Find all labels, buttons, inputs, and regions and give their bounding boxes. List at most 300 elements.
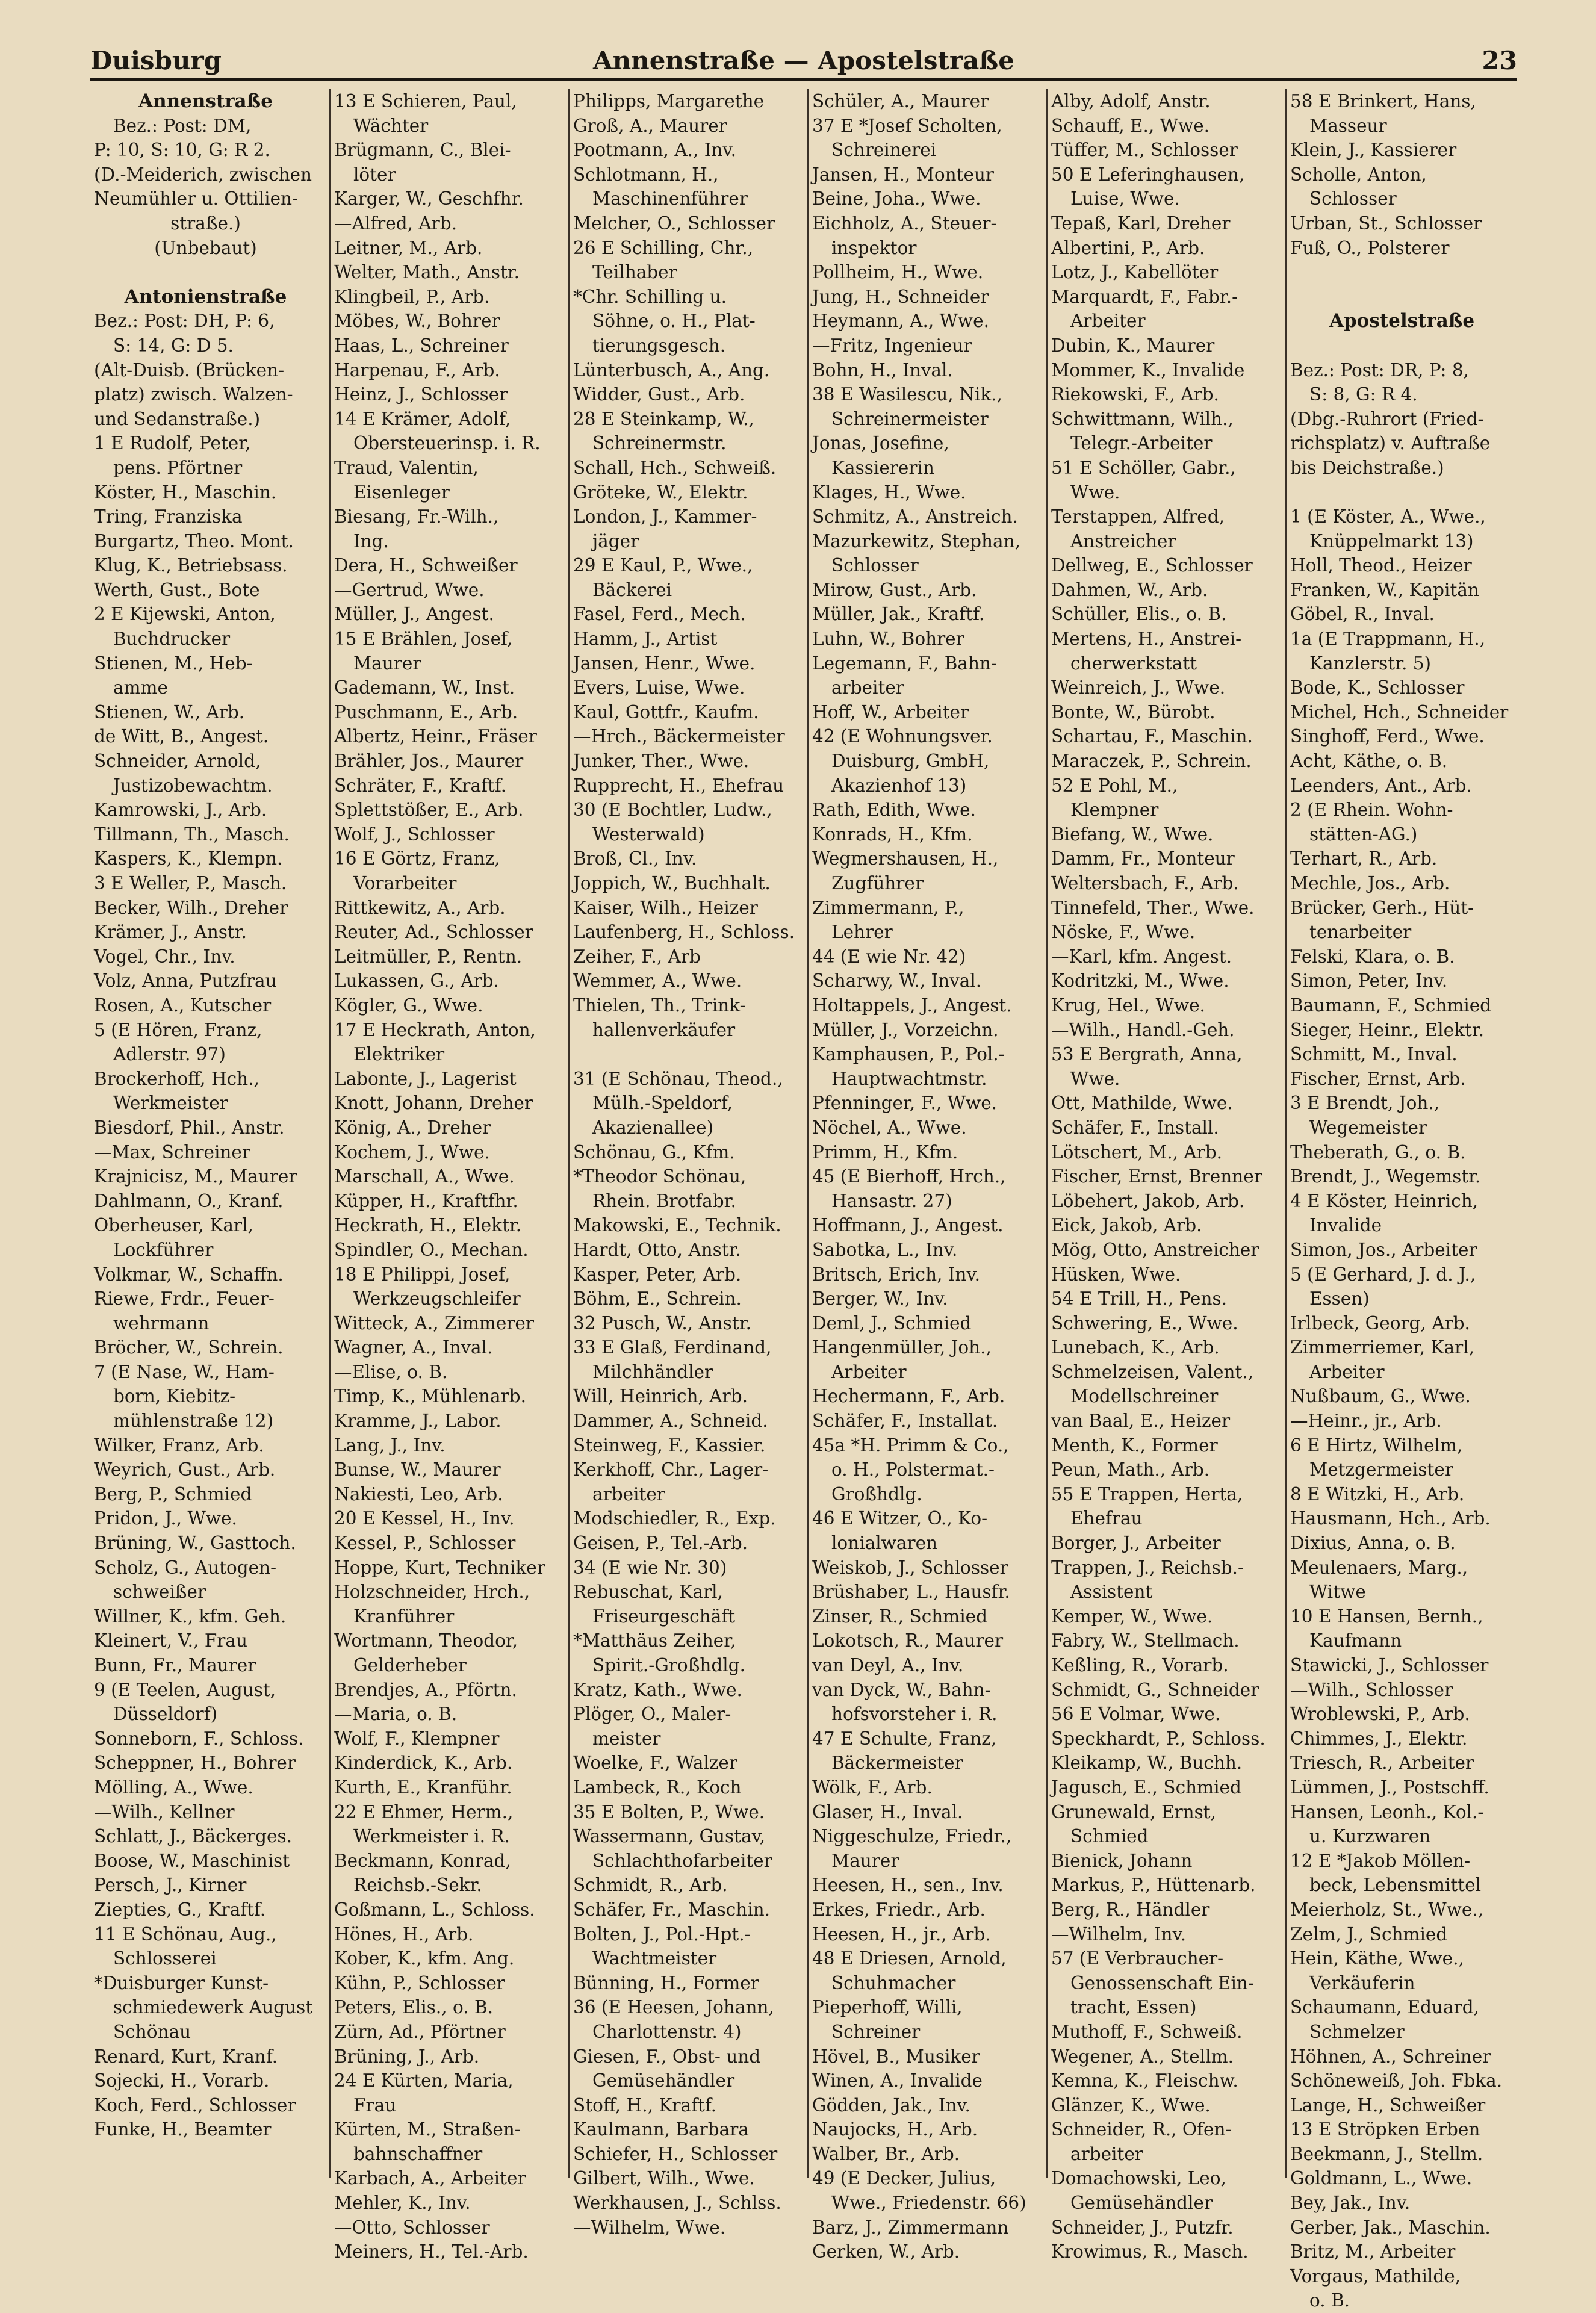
directory-entry-line: 56 E Volmar, Wwe. [1051,1704,1221,1725]
directory-entry-line: Schmelzeisen, Valent., [1051,1361,1254,1382]
directory-entry-line: Geisen, P., Tel.-Arb. [573,1533,748,1554]
directory-entry-line: —Heinr., jr., Arb. [1290,1411,1442,1432]
directory-entry-line: Haas, L., Schreiner [334,335,509,356]
directory-entry-line: Laufenberg, H., Schloss. [573,922,795,943]
directory-entry-line: Biesdorf, Phil., Anstr. [94,1117,285,1138]
directory-entry-line: Wroblewski, P., Arb. [1290,1704,1470,1725]
directory-entry-line: 47 E Schulte, Franz, [812,1728,997,1749]
directory-entry-line: Höhnen, A., Schreiner [1290,2046,1491,2067]
directory-entry-line: 9 (E Teelen, August, [94,1679,276,1700]
directory-entry-line: Reuter, Ad., Schlosser [334,922,533,943]
columns-container [90,89,1517,2311]
directory-entry-line: Modschiedler, R., Exp. [573,1508,776,1529]
directory-entry-line: Schlachthofarbeiter [592,1850,772,1871]
directory-entry-line: 2 E Kijewski, Anton, [94,604,276,625]
directory-entry-line: Bunn, Fr., Maurer [94,1655,256,1675]
directory-entry-line: Beekmann, J., Stellm. [1290,2143,1483,2164]
directory-entry-line: Nakiesti, Leo, Arb. [334,1483,503,1504]
directory-entry-line: Peun, Math., Arb. [1051,1459,1210,1480]
directory-entry-line: Heesen, H., sen., Inv. [812,1875,1004,1896]
directory-entry-line: Chimmes, J., Elektr. [1290,1728,1468,1749]
directory-entry-line: Lang, J., Inv. [334,1435,446,1456]
column-2 [329,89,561,2262]
directory-entry-line: Kürten, M., Straßen- [334,2119,521,2140]
directory-entry-line: Wächter [353,115,429,136]
directory-entry-line: Krajnicisz, M., Maurer [94,1166,297,1187]
directory-entry-line: 1 E Rudolf, Peter, [94,433,251,454]
directory-entry-line: 12 E *Jakob Möllen- [1290,1850,1471,1871]
directory-entry-line: Schlosser [1309,188,1397,210]
directory-entry-line: Simon, Peter, Inv. [1290,970,1448,992]
directory-entry-line: —Gertrud, Wwe. [334,579,485,600]
directory-entry-line: Labonte, J., Lagerist [334,1068,517,1089]
directory-entry-line: Meierholz, St., Wwe., [1290,1899,1484,1920]
directory-entry-line: Schäfer, Fr., Maschin. [573,1899,771,1920]
directory-entry-line: Lotz, J., Kabellöter [1051,262,1219,283]
directory-entry-line: Schuhmacher [831,1972,956,1993]
directory-entry-line: schweißer [113,1582,206,1603]
directory-entry-line: 7 (E Nase, W., Ham- [94,1361,275,1382]
directory-entry-line: Hoff, W., Arbeiter [812,701,969,722]
directory-entry-line: Mög, Otto, Anstreicher [1051,1239,1259,1260]
directory-entry-line: Zinser, R., Schmied [812,1606,987,1627]
directory-entry-line: Fasel, Ferd., Mech. [573,604,746,625]
directory-entry-line: Kober, K., kfm. Ang. [334,1948,515,1969]
directory-entry-line: Dahlmann, O., Kranf. [94,1190,284,1211]
directory-entry-line: 37 E *Josef Scholten, [812,115,1002,136]
directory-entry-line: Müller, J., Angest. [334,604,494,625]
directory-entry-line: Hamm, J., Artist [573,629,718,650]
directory-entry-line: Britsch, Erich, Inv. [812,1264,981,1285]
directory-entry-line: Bunse, W., Maurer [334,1459,501,1480]
directory-entry-line: Hauptwachtmstr. [831,1068,987,1089]
directory-entry-line: 5 (E Gerhard, J. d. J., [1290,1264,1476,1285]
directory-entry-line: Hansen, Leonh., Kol.- [1290,1801,1484,1822]
directory-entry-line: —Alfred, Arb. [334,213,458,234]
directory-entry-line: Alby, Adolf, Anstr. [1051,91,1211,111]
directory-entry-line: Scheppner, H., Bohrer [94,1753,296,1774]
directory-entry-line: tracht, Essen) [1070,1997,1197,2018]
directory-entry-line: van Baal, E., Heizer [1051,1411,1231,1432]
directory-entry-line: Britz, M., Arbeiter [1290,2241,1456,2262]
directory-entry-line: 8 E Witzki, H., Arb. [1290,1483,1465,1504]
directory-entry-line: Will, Heinrich, Arb. [573,1386,748,1407]
directory-entry-line: (Unbebaut) [154,237,257,258]
spacer [94,260,317,285]
directory-entry-line: Milchhändler [592,1361,713,1382]
directory-entry-line: Friseurgeschäft [592,1606,736,1627]
directory-entry-line: 31 (E Schönau, Theod., [573,1068,783,1089]
directory-entry-line: *Duisburger Kunst- [94,1972,269,1993]
directory-entry-line: Kaulmann, Barbara [573,2119,749,2140]
directory-entry-line: Jansen, H., Monteur [812,164,995,185]
directory-entry-line: Berger, W., Inv. [812,1288,948,1309]
directory-entry-line: Mülh.-Speldorf, [592,1093,733,1114]
directory-entry-line: Söhne, o. H., Plat- [592,311,756,332]
directory-entry-line: Terstappen, Alfred, [1051,506,1225,527]
directory-entry-line: Meiners, H., Tel.-Arb. [334,2241,529,2262]
directory-entry-line: Gödden, Jak., Inv. [812,2094,970,2116]
directory-entry-line: Tillmann, Th., Masch. [94,824,290,845]
directory-entry-line: Hein, Käthe, Wwe., [1290,1948,1464,1969]
directory-entry-line: Weyrich, Gust., Arb. [94,1459,276,1480]
directory-entry-line: Lunebach, K., Arb. [1051,1337,1220,1358]
directory-entry-line: Ziepties, G., Kraftf. [94,1899,266,1920]
directory-entry-line: Brüning, W., Gasttoch. [94,1533,296,1554]
directory-entry-line: Zugführer [831,873,924,893]
directory-entry-line: Lukassen, G., Arb. [334,970,499,992]
street-heading: Annenstraße [138,90,273,112]
directory-entry-line: Dahmen, W., Arb. [1051,579,1208,600]
street-heading: Antonienstraße [124,285,287,308]
directory-entry-line: Hansastr. 27) [831,1190,952,1211]
directory-entry-line: Klein, J., Kassierer [1290,140,1457,161]
directory-entry-line: Felski, Klara, o. B. [1290,946,1455,967]
directory-entry-line: Kinderdick, K., Arb. [334,1753,513,1774]
directory-entry-line: Akazienallee) [592,1117,714,1138]
directory-entry-line: Schmidt, G., Schneider [1051,1679,1259,1700]
spacer [1290,480,1514,505]
directory-entry-line: Invalide [1309,1215,1382,1236]
directory-entry-line: Müller, Jak., Kraftf. [812,604,985,625]
directory-entry-line: Schreinerei [831,140,937,161]
directory-entry-line: Berg, P., Schmied [94,1483,252,1504]
directory-entry-line: 35 E Bolten, P., Wwe. [573,1801,765,1822]
directory-entry-line: Dixius, Anna, o. B. [1290,1533,1456,1554]
directory-entry-line: Schreinermeister [831,408,989,429]
directory-entry-line: Hangenmüller, Joh., [812,1337,992,1358]
directory-entry-line: Kamphausen, P., Pol.- [812,1044,1005,1065]
directory-entry-line: Wassermann, Gustav, [573,1826,766,1847]
directory-entry-line: Scharwy, W., Inval. [812,970,982,992]
directory-entry-line: Mertens, H., Anstrei- [1051,629,1242,650]
directory-entry-line: Hüsken, Wwe. [1051,1264,1181,1285]
directory-entry-line: cherwerkstatt [1070,653,1197,674]
directory-entry-line: Tüffer, M., Schlosser [1051,140,1238,161]
directory-entry-line: inspektor [831,237,917,258]
directory-entry-line: 20 E Kessel, H., Inv. [334,1508,515,1529]
directory-entry-line: Goldmann, L., Wwe. [1290,2168,1473,2189]
street-heading: Apostelstraße [1329,310,1475,332]
directory-entry-line: 48 E Driesen, Arnold, [812,1948,1007,1969]
directory-entry-line: Krug, Hel., Wwe. [1051,995,1205,1016]
directory-entry-line: Klug, K., Betriebsass. [94,555,288,576]
directory-entry-line: Kasper, Peter, Arb. [573,1264,742,1285]
directory-entry-line: Bünning, H., Former [573,1972,759,1993]
directory-entry-line: Theberath, G., o. B. [1290,1141,1466,1163]
directory-entry-line: Stienen, M., Heb- [94,653,253,674]
directory-entry-line: 49 (E Decker, Julius, [812,2168,996,2189]
directory-entry-line: Werkhausen, J., Schlss. [573,2193,781,2214]
directory-entry-line: Speckhardt, P., Schloss. [1051,1728,1265,1749]
directory-entry-line: Michel, Hch., Schneider [1290,701,1509,722]
directory-entry-line: Erkes, Friedr., Arb. [812,1899,986,1920]
directory-entry-line: Heinz, J., Schlosser [334,384,508,405]
directory-entry-line: Puschmann, E., Arb. [334,701,518,722]
directory-entry-line: 24 E Kürten, Maria, [334,2070,514,2091]
directory-entry-line: Philipps, Margarethe [573,91,765,111]
directory-entry-line: Muthoff, F., Schweiß. [1051,2021,1243,2042]
directory-entry-line: Jonas, Josefine, [812,433,949,454]
directory-entry-line: Scholz, G., Autogen- [94,1557,277,1578]
directory-entry-line: Konrads, H., Kfm. [812,824,973,845]
directory-entry-line: Renard, Kurt, Kranf. [94,2046,278,2067]
directory-entry-line: 26 E Schilling, Chr., [573,237,754,258]
directory-entry-line: Timp, K., Mühlenarb. [334,1386,526,1407]
directory-entry-line: Kodritzki, M., Wwe. [1051,970,1229,992]
directory-entry-line: Witteck, A., Zimmerer [334,1312,534,1333]
directory-entry-line: Giesen, F., Obst- und [573,2046,761,2067]
directory-entry-line: 3 E Weller, P., Masch. [94,873,287,893]
directory-entry-line: Brüning, J., Arb. [334,2046,480,2067]
directory-entry-line: Schall, Hch., Schweiß. [573,457,777,478]
directory-entry-line: Stoff, H., Kraftf. [573,2094,717,2116]
directory-entry-line: Funke, H., Beamter [94,2119,272,2140]
directory-entry-line: Tring, Franziska [94,506,243,527]
directory-entry-line: Luise, Wwe. [1070,188,1180,210]
directory-entry-line: Lümmen, J., Postschff. [1290,1777,1489,1798]
directory-entry-line: Bode, K., Schlosser [1290,677,1465,698]
directory-entry-line: Oberheuser, Karl, [94,1215,253,1236]
directory-entry-line: richsplatz) v. Auftraße [1290,433,1491,454]
directory-entry-line: 1a (E Trappmann, H., [1290,629,1486,650]
directory-entry-line: de Witt, B., Angest. [94,726,269,747]
directory-entry-line: Heckrath, H., Elektr. [334,1215,522,1236]
directory-entry-line: 17 E Heckrath, Anton, [334,1019,536,1040]
directory-entry-line: 10 E Hansen, Bernh., [1290,1606,1483,1627]
directory-entry-line: Kassiererin [831,457,934,478]
directory-entry-line: Brähler, Jos., Maurer [334,751,524,772]
directory-entry-line: Evers, Luise, Wwe. [573,677,745,698]
directory-entry-line: arbeiter [592,1483,665,1504]
directory-entry-line: Stienen, W., Arb. [94,701,245,722]
directory-entry-line: Leenders, Ant., Arb. [1290,775,1472,796]
spacer [1290,285,1514,309]
directory-entry-line: Melcher, O., Schlosser [573,213,775,234]
directory-entry-line: Widder, Gust., Arb. [573,384,745,405]
directory-entry-line: Wölk, F., Arb. [812,1777,933,1798]
directory-entry-line: Woelke, F., Walzer [573,1753,737,1774]
directory-entry-line: Schneider, Arnold, [94,751,261,772]
directory-entry-line: Gemüsehändler [1070,2193,1213,2214]
directory-entry-line: 3 E Brendt, Joh., [1290,1093,1440,1114]
directory-entry-line: Schmied [1070,1826,1149,1847]
directory-entry-line: Kaiser, Wilh., Heizer [573,897,758,918]
directory-entry-line: Terhart, R., Arb. [1290,848,1438,869]
directory-entry-line: Glaser, H., Inval. [812,1801,963,1822]
directory-entry-line: Biesang, Fr.-Wilh., [334,506,499,527]
directory-entry-line: Nöchel, A., Wwe. [812,1117,967,1138]
directory-entry-line: Scholle, Anton, [1290,164,1427,185]
directory-entry-line: Schüller, Elis., o. B. [1051,604,1227,625]
directory-entry-line: Harpenau, F., Arb. [334,359,500,380]
directory-entry-line: Deml, J., Schmied [812,1312,972,1333]
directory-entry-line: 16 E Görtz, Franz, [334,848,500,869]
directory-entry-line: Kaul, Gottfr., Kaufm. [573,701,759,722]
directory-entry-line: —Elise, o. B. [334,1361,448,1382]
directory-entry-line: Maurer [831,1850,899,1871]
directory-entry-line: 30 (E Bochtler, Ludw., [573,799,772,821]
directory-entry-line: Niggeschulze, Friedr., [812,1826,1012,1847]
directory-entry-line: Dammer, A., Schneid. [573,1411,768,1432]
directory-entry-line: Brügmann, C., Blei- [334,140,511,161]
directory-entry-line: Kemna, K., Fleischw. [1051,2070,1238,2091]
directory-entry-line: Acht, Käthe, o. B. [1290,751,1448,772]
directory-entry-line: Bez.: Post: DH, P: 6, [94,311,275,332]
directory-entry-line: Schönau [113,2021,191,2042]
directory-entry-line: Assistent [1070,1582,1153,1603]
directory-entry-line: Markus, P., Hüttenarb. [1051,1875,1256,1896]
directory-entry-line: Franken, W., Kapitän [1290,579,1479,600]
directory-entry-line: Barz, J., Zimmermann [812,2217,1009,2238]
directory-entry-line: Kleikamp, W., Buchh. [1051,1753,1243,1774]
directory-entry-line: Göbel, R., Inval. [1290,604,1435,625]
directory-entry-line: Gademann, W., Inst. [334,677,515,698]
directory-entry-line: Dubin, K., Maurer [1051,335,1215,356]
directory-entry-line: (D.-Meiderich, zwischen [94,164,312,185]
directory-entry-line: S: 8, G: R 4. [1309,384,1418,405]
directory-entry-line: 38 E Wasilescu, Nik., [812,384,1002,405]
directory-entry-line: Wagner, A., Inval. [334,1337,493,1358]
directory-entry-line: 50 E Leferinghausen, [1051,164,1245,185]
directory-entry-line: Kerkhoff, Chr., Lager- [573,1459,769,1480]
directory-entry-line: Bohn, H., Inval. [812,359,953,380]
directory-entry-line: (Alt-Duisb. (Brücken- [94,359,285,380]
directory-entry-line: Pootmann, A., Inv. [573,140,736,161]
page-header [90,42,1517,81]
directory-entry-line: 13 E Schieren, Paul, [334,91,517,111]
directory-entry-line: Nöske, F., Wwe. [1051,922,1196,943]
directory-entry-line: Klempner [1070,799,1159,821]
directory-entry-line: Schäfer, F., Installat. [812,1411,998,1432]
directory-entry-line: van Dyck, W., Bahn- [812,1679,991,1700]
directory-entry-line: beck, Lebensmittel [1309,1875,1482,1896]
directory-entry-line: Weiskob, J., Schlosser [812,1557,1008,1578]
directory-entry-line: Mirow, Gust., Arb. [812,579,977,600]
directory-entry-line: Holzschneider, Hrch., [334,1582,530,1603]
directory-entry-line: Singhoff, Ferd., Wwe. [1290,726,1485,747]
directory-entry-line: Genossenschaft Ein- [1070,1972,1254,1993]
directory-entry-line: Urban, St., Schlosser [1290,213,1482,234]
directory-entry-line: Obersteuerinsp. i. R. [353,433,541,454]
directory-entry-line: Welter, Math., Anstr. [334,262,520,283]
directory-entry-line: Ott, Mathilde, Wwe. [1051,1093,1233,1114]
directory-entry-line: Glänzer, K., Wwe. [1051,2094,1211,2116]
directory-entry-line: Rebuschat, Karl, [573,1582,723,1603]
directory-entry-line: Schäfer, F., Install. [1051,1117,1219,1138]
directory-entry-line: Mechle, Jos., Arb. [1290,873,1450,893]
directory-entry-line: born, Kiebitz- [113,1386,236,1407]
directory-entry-line: Wegener, A., Stellm. [1051,2046,1234,2067]
directory-entry-line: Boose, W., Maschinist [94,1850,290,1871]
directory-entry-line: Mommer, K., Invalide [1051,359,1245,380]
directory-entry-line: 44 (E wie Nr. 42) [812,946,966,967]
directory-entry-line: Ehefrau [1070,1508,1143,1529]
directory-entry-line: Persch, J., Kirner [94,1875,247,1896]
directory-entry-line: 45a *H. Primm & Co., [812,1435,1009,1456]
directory-entry-line: 36 (E Heesen, Johann, [573,1997,774,2018]
directory-entry-line: Kaufmann [1309,1630,1402,1651]
directory-entry-line: Arbeiter [1070,311,1146,332]
directory-entry-line: Brüshaber, L., Hausfr. [812,1582,1010,1603]
directory-entry-line: Leitmüller, P., Rentn. [334,946,523,967]
directory-entry-line: Krowimus, R., Masch. [1051,2241,1249,2262]
directory-entry-line: Wegmershausen, H., [812,848,999,869]
directory-entry-line: Pieperhoff, Willi, [812,1997,963,2018]
directory-entry-line: Schwittmann, Wilh., [1051,408,1234,429]
directory-entry-line: Wilker, Franz, Arb. [94,1435,264,1456]
column-3 [568,89,800,2238]
directory-entry-line: Müller, J., Vorzeichn. [812,1019,999,1040]
directory-entry-line: o. H., Polstermat.- [831,1459,995,1480]
directory-entry-line: hofsvorsteher i. R. [831,1704,998,1725]
directory-entry-line: Gerken, W., Arb. [812,2241,960,2262]
spacer [1290,260,1514,285]
directory-entry-line: Metzgermeister [1309,1459,1453,1480]
directory-entry-line: Essen) [1309,1288,1370,1309]
directory-entry-line: tierungsgesch. [592,335,726,356]
column-5 [1046,89,1278,2262]
directory-entry-line: König, A., Dreher [334,1117,491,1138]
directory-entry-line: Brendt, J., Wegemstr. [1290,1166,1481,1187]
directory-entry-line: Riewe, Frdr., Feuer- [94,1288,275,1309]
directory-entry-line: Sieger, Heinr., Elektr. [1290,1019,1485,1040]
directory-entry-line: —Wilh., Schlosser [1290,1679,1453,1700]
directory-entry-line: Reichsb.-Sekr. [353,1875,482,1896]
directory-entry-line: Keßling, R., Vorarb. [1051,1655,1229,1675]
directory-entry-line: Spindler, O., Mechan. [334,1239,529,1260]
directory-entry-line: —Otto, Schlosser [334,2217,490,2238]
directory-entry-line: Großhdlg. [831,1483,922,1504]
directory-entry-line: Wwe. [1070,1068,1120,1089]
directory-entry-line: wehrmann [113,1312,210,1333]
directory-entry-line: 5 (E Hören, Franz, [94,1019,262,1040]
directory-entry-line: Kramme, J., Labor. [334,1411,501,1432]
directory-entry-line: Wachtmeister [592,1948,717,1969]
directory-entry-line: Gerber, Jak., Maschin. [1290,2217,1491,2238]
directory-entry-line: Wegemeister [1309,1117,1427,1138]
directory-entry-line: Adlerstr. 97) [113,1044,226,1065]
directory-entry-line: Lockführer [113,1239,214,1260]
directory-entry-line: Maraczek, P., Schrein. [1051,751,1252,772]
directory-entry-line: Kühn, P., Schlosser [334,1972,505,1993]
directory-entry-line: Legemann, F., Bahn- [812,653,997,674]
directory-entry-line: Schaumann, Eduard, [1290,1997,1479,2018]
directory-entry-line: Wemmer, A., Wwe. [573,970,742,992]
directory-entry-line: Vorgaus, Mathilde, [1290,2265,1461,2287]
directory-entry-line: 52 E Pohl, M., [1051,775,1178,796]
directory-entry-line: Lange, H., Schweißer [1290,2094,1486,2116]
directory-entry-line: Kögler, G., Wwe. [334,995,483,1016]
directory-entry-line: Baumann, F., Schmied [1290,995,1492,1016]
directory-entry-line: Burgartz, Theo. Mont. [94,530,294,551]
directory-entry-line: (Dbg.-Ruhrort (Fried- [1290,408,1484,429]
directory-entry-line: Borger, J., Arbeiter [1051,1533,1221,1554]
directory-entry-line: Schartau, F., Maschin. [1051,726,1253,747]
directory-entry-line: Fischer, Ernst, Arb. [1290,1068,1466,1089]
directory-entry-line: Sabotka, L., Inv. [812,1239,958,1260]
directory-entry-line: Telegr.-Arbeiter [1070,433,1213,454]
directory-entry-line: Leitner, M., Arb. [334,237,483,258]
directory-entry-line: —Wilh., Kellner [94,1801,235,1822]
directory-entry-line: Koch, Ferd., Schlosser [94,2094,296,2116]
directory-entry-line: Mazurkewitz, Stephan, [812,530,1020,551]
directory-entry-line: 29 E Kaul, P., Wwe., [573,555,753,576]
directory-entry-line: Schüler, A., Maurer [812,91,989,111]
directory-entry-line: Joppich, W., Buchhalt. [573,873,771,893]
directory-entry-line: Krämer, J., Anstr. [94,922,247,943]
directory-entry-line: Kamrowski, J., Arb. [94,799,267,821]
